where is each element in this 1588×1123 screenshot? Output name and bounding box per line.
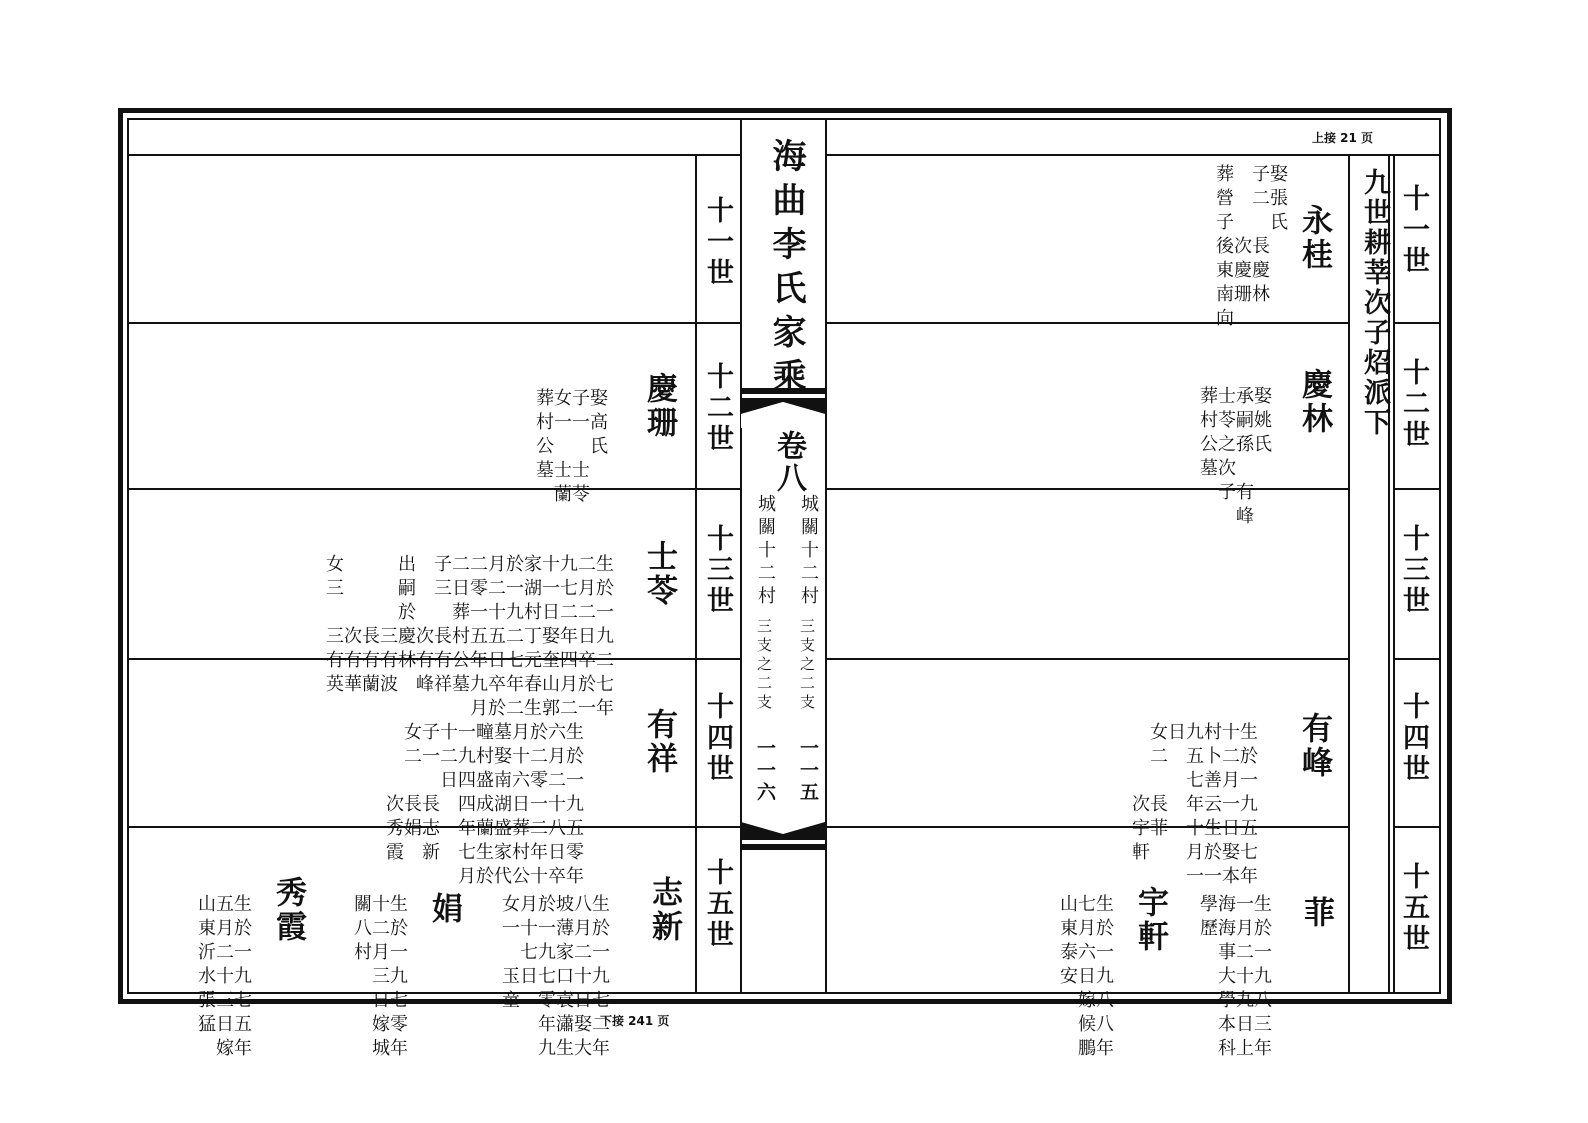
bio-line: 九五七年十月一 xyxy=(1183,722,1204,890)
person-bio xyxy=(351,840,424,1062)
book-title: 海曲李氏家乘 xyxy=(766,138,806,402)
bio-line: 月十六日葬村公 xyxy=(509,722,530,890)
bio-line: 生於一九七二年 xyxy=(589,894,610,1062)
bio-line: 生於一九八三年 xyxy=(1251,894,1272,1062)
bio-line: 十一日娶奎山郭 xyxy=(539,554,560,722)
bio-line: 月十七日 xyxy=(517,894,538,990)
right-gen-row-rule-2 xyxy=(1393,488,1440,490)
left-gen-label-5: 十五世 xyxy=(702,858,733,951)
bio-line: 於二零一二年十 xyxy=(527,722,548,890)
bio-line: 葬村公墓 xyxy=(533,388,554,484)
bio-line: 坡薄家口袁瀟生 xyxy=(553,894,574,1062)
bio-line: 關八村 xyxy=(351,894,372,966)
spine-left-rule xyxy=(740,118,742,994)
bio-line: 生於一九七零年 xyxy=(387,894,408,1062)
person-name: 志新 xyxy=(646,876,682,944)
branch-title: 九世耕莘次子炤派下 xyxy=(1359,168,1390,438)
spine-ornament-bottom xyxy=(741,822,825,852)
bio-line: 十二日 xyxy=(437,722,458,794)
right-gen-label-4: 十四世 xyxy=(1398,692,1429,785)
bio-line: 承嗣孫 有峰 xyxy=(1233,386,1254,530)
spine-right-page-number: 一一五 xyxy=(797,738,819,804)
person-bio xyxy=(383,668,600,890)
bio-line: 女三 三有英 xyxy=(323,554,344,698)
right-gen-label-1: 十一世 xyxy=(1398,184,1429,277)
bio-line: 七月六日嫁候鵬 xyxy=(1075,894,1096,1062)
person-bio xyxy=(1197,840,1288,1062)
person-bio xyxy=(270,500,630,722)
bio-line: 子三 長有祥 xyxy=(431,554,452,698)
right-gen-row-rule-4 xyxy=(1393,826,1440,828)
bio-line: 次有華 xyxy=(341,554,362,698)
left-gen-label-1: 十一世 xyxy=(702,196,733,289)
person-name: 宇軒 xyxy=(1132,886,1168,954)
left-row-rule-1 xyxy=(127,322,740,324)
bio-line: 子一 士苓 xyxy=(569,388,590,508)
bio-line: 於一九二七年二 xyxy=(503,554,524,722)
bio-line: 生於一九五零年 xyxy=(563,722,584,890)
left-gen-label-4: 十四世 xyxy=(702,692,733,785)
person-bio xyxy=(195,840,268,1062)
person-name: 菲 xyxy=(1298,896,1334,930)
left-gen-label-2: 十二世 xyxy=(702,362,733,455)
person-name: 慶林 xyxy=(1296,368,1332,436)
header-rule-left xyxy=(127,154,742,156)
bio-line: 於一九七零年九 xyxy=(535,894,556,1062)
bio-line: 次宇軒 xyxy=(1129,722,1150,866)
right-branch-col-rule xyxy=(1348,154,1350,994)
bio-line: 學歷 xyxy=(1197,894,1218,942)
bio-line: 疃村盛成蘭生於 xyxy=(473,722,494,890)
bio-line: 一月二十九日上 xyxy=(1233,894,1254,1062)
bio-line: 二日葬村公墓 xyxy=(449,554,470,698)
bio-line: 生於一九七五年 xyxy=(231,894,252,1062)
bio-line: 日 xyxy=(1165,722,1186,746)
bio-line: 生於一九二七年 xyxy=(593,554,614,722)
spine-left-branch: 三支之二支 xyxy=(755,618,773,713)
bio-line: 八月二十日娶大 xyxy=(571,894,592,1062)
person-name: 士苓 xyxy=(641,540,677,608)
bio-line: 娶姚氏 xyxy=(1251,386,1272,458)
bio-line: 次有峰 xyxy=(413,554,434,698)
bio-line: 出嗣於慶林 xyxy=(395,554,416,674)
bio-line: 女一 玉童 xyxy=(499,894,520,1014)
right-row-rule-3 xyxy=(826,658,1348,660)
bio-line: 士苓之次子 xyxy=(1215,386,1236,506)
bio-line: 女一 士蘭 xyxy=(551,388,572,508)
bio-line: 三有波 xyxy=(377,554,398,698)
bio-line: 長有蘭 xyxy=(359,554,380,698)
bio-line: 山東泰安 xyxy=(1057,894,1078,990)
spine-left-page-number: 一一六 xyxy=(754,738,776,804)
continuation-top: 上接 21 页 xyxy=(1312,131,1374,145)
person-bio xyxy=(533,334,624,508)
left-gen-col-rule xyxy=(695,154,697,994)
spine-left-village: 城關十二村 xyxy=(755,494,776,609)
bio-line: 五月二十三日嫁 xyxy=(213,894,234,1062)
bio-line: 一九四四年七月 xyxy=(455,722,476,890)
right-gen-label-2: 十二世 xyxy=(1398,358,1429,451)
bio-line: 娶高氏 xyxy=(587,388,608,460)
bio-line: 二月二日卒於一 xyxy=(575,554,596,722)
bio-line: 葬營子後東南向 xyxy=(1213,164,1234,332)
person-name: 娟 xyxy=(426,892,462,926)
person-name: 永桂 xyxy=(1296,204,1332,272)
bio-line: 子二 長慶林 xyxy=(1249,164,1270,308)
bio-line: 葬村公墓 xyxy=(1197,386,1218,482)
spine-right-rule xyxy=(825,118,827,994)
bio-line: 海海事大學本科 xyxy=(1215,894,1236,1062)
bio-line: 村卜善云生於一 xyxy=(1201,722,1222,890)
right-row-rule-1 xyxy=(826,322,1348,324)
person-name: 有峰 xyxy=(1296,712,1332,780)
right-gen-row-rule-1 xyxy=(1393,322,1440,324)
person-bio xyxy=(1186,164,1288,332)
person-bio xyxy=(1197,332,1288,530)
bio-line: 次秀霞 xyxy=(383,722,404,866)
right-row-rule-2 xyxy=(826,488,1348,490)
bio-line: 生於一九八八年 xyxy=(1093,894,1114,1062)
volume-label: 卷八 xyxy=(771,430,806,494)
person-name: 慶珊 xyxy=(641,372,677,440)
bio-line: 女二 長娟 xyxy=(401,722,422,842)
bio-line: 子一 長志新 xyxy=(419,722,440,866)
person-name: 秀霞 xyxy=(270,876,306,944)
bio-line: 六月二十八日卒 xyxy=(545,722,566,890)
right-gen-label-5: 十五世 xyxy=(1398,862,1429,955)
person-name: 有祥 xyxy=(641,708,677,776)
right-gen-row-rule-3 xyxy=(1393,658,1440,660)
bio-line: 墓娶南湖盛家代 xyxy=(491,722,512,890)
left-row-rule-2 xyxy=(127,488,740,490)
spine-right-village: 城關十二村 xyxy=(798,494,819,609)
bio-line: 娶張氏 xyxy=(1267,164,1288,236)
continuation-bottom: 下接 241 页 xyxy=(600,1014,670,1028)
spine-right-branch: 三支之二支 xyxy=(798,618,816,713)
person-bio xyxy=(1129,668,1274,890)
bio-line: 九七二年四月二 xyxy=(557,554,578,722)
bio-line: 生於一九五七年 xyxy=(1237,722,1258,890)
bio-line: 山東沂水張猛 xyxy=(195,894,216,1038)
bio-line: 二零一五年九月 xyxy=(467,554,488,722)
left-gen-label-3: 十三世 xyxy=(702,524,733,617)
bio-line: 家湖村丁元春生 xyxy=(521,554,542,722)
bio-line: 月二十五日卒於 xyxy=(485,554,506,722)
bio-line: 女二 長菲 xyxy=(1147,722,1168,842)
person-bio xyxy=(1057,840,1130,1062)
person-bio xyxy=(499,840,626,1062)
bio-line: 次慶珊 xyxy=(1231,164,1252,308)
right-row-rule-4 xyxy=(826,826,1348,828)
right-gen-label-3: 十三世 xyxy=(1398,524,1429,617)
bio-line: 十二月三日嫁城 xyxy=(369,894,390,1062)
bio-line: 十二月一日娶本 xyxy=(1219,722,1240,890)
